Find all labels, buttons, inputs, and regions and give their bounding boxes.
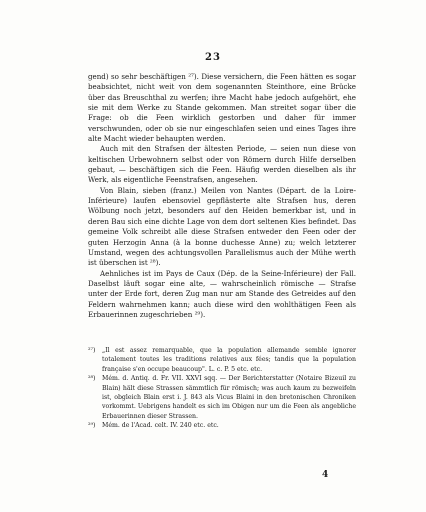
footnote-text: Mém. d. Antiq. d. Fr. VII. XXVI sqq. — Der Berichterstatter (Notaire Bizeuil zu Blain) hält diese Strassen sämmtlich für römisch; was auch kaum zu bezweifeln ist, obgleich Blain erst i. J. 843 als Vicus Blaini in den bretonischen Chroniken vorkommt. Uebrigens handelt es sich im Obigen nur um die Feen als angebliche Erbauerinnen dieser Strassen. <box>102 375 356 420</box>
paragraph-1: gend) so sehr beschäftigen ²⁷). Diese versichern, die Feen hätten es sogar beabsichtet, nicht weit von dem sogenannten Steinthore, eine Brücke über das Breuschthal zu werfen; ihre Macht habe jedoch aufgehört, ehe sie mit dem Werke zu Stande gekommen. Man streitet sogar über die Frage: ob die Feen wirklich gestorben und daher für immer verschwunden, oder ob sie nur eingeschlafen seien und eines Tages ihre alte Macht wieder behaupten werden. <box>88 72 356 144</box>
footnote-number: ²⁷) <box>88 347 96 354</box>
footnote-number: ²⁹) <box>88 422 96 430</box>
main-text <box>88 72 356 320</box>
page-number: 23 <box>205 52 221 63</box>
paragraph-2: Auch mit den Strafsen der ältesten Periode, — seien nun diese von keltischen Urbewohnern selbst oder von Römern durch Hilfe derselben gebaut, — beschäftigen sich die Feen. Häufig werden dieselben als ihr Werk, als eigentliche Feenstrafsen, angesehen. <box>88 144 356 185</box>
paragraph-3: Von Blain, sieben (franz.) Meilen von Nantes (Départ. de la Loire-Inférieure) laufen ebensoviel gepflästerte alte Strafsen hus, deren Wölbung noch jetzt, besonders auf den Heiden bemerkbar ist, und in deren Bau sich eine dichte Lage von dem dort seltenen Kies befindet. Das gemeine Volk schreibt alle diese Strafsen entweder den Feen oder der guten Herzogin Anna (à la bonne duchesse Anne) zu; welch letzterer Umstand, wegen des achtungsvollen Parallelismus auch der Mühe werth ist überschen ist ²⁸). <box>88 185 356 268</box>
footnote-text: Mém. de l'Acad. celt. IV. 240 etc. etc. <box>102 422 219 430</box>
footnote-number: ²⁸) <box>88 375 96 383</box>
signature-mark: 4 <box>322 470 329 480</box>
footnotes <box>88 346 356 431</box>
footnote-29 <box>88 421 356 430</box>
footnote-text: „Il est assez remarquable, que la population allemande semble ignorer totalement toutes les traditions relatives aux fées; tandis que la population française s'en occupe beaucoup". L. c. P. 5 etc. etc. <box>102 347 356 373</box>
paragraph-4: Aehnliches ist im Pays de Caux (Dép. de la Seine-Inférieure) der Fall. Daselbst läuft sogar eine alte, — wahrscheinlich römische — Strafse unter der Erde fort, deren Zug man nur am Stande des Getreides auf den Feldern wahrnehmen kann; auch diese wird den wohlthätigen Feen als Erbauerinnen zugeschrieben ²⁹). <box>88 268 356 319</box>
footnote-28 <box>88 374 356 421</box>
footnote-27 <box>88 346 356 374</box>
